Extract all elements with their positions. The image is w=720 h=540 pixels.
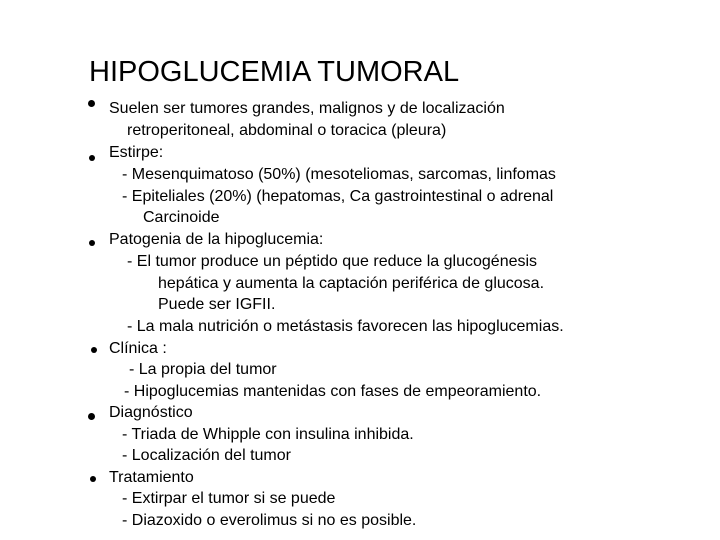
- bullet-text-tratamiento: Tratamiento: [109, 469, 194, 486]
- sub-line: - Hipoglucemias mantenidas con fases de empeoramiento.: [124, 383, 542, 400]
- sub-line: Carcinoide: [143, 209, 220, 226]
- bullet-icon: [88, 413, 95, 420]
- sub-line: - Epiteliales (20%) (hepatomas, Ca gastrointestinal o adrenal: [122, 188, 554, 205]
- bullet-icon: [88, 100, 95, 107]
- bullet-text-patogenia: Patogenia de la hipoglucemia:: [109, 231, 324, 248]
- sub-line: - La propia del tumor: [129, 361, 277, 378]
- bullet-icon: [89, 155, 95, 161]
- bullet-text-localizacion: Suelen ser tumores grandes, malignos y de localización: [109, 100, 505, 117]
- sub-line: retroperitoneal, abdominal o toracica (pleura): [127, 122, 447, 139]
- sub-line: - Triada de Whipple con insulina inhibida.: [122, 426, 414, 443]
- sub-line: - Extirpar el tumor si se puede: [122, 490, 336, 507]
- bullet-text-clinica: Clínica :: [109, 340, 167, 357]
- sub-line: - La mala nutrición o metástasis favorecen las hipoglucemias.: [127, 318, 564, 335]
- bullet-icon: [89, 240, 95, 246]
- sub-line: Puede ser IGFII.: [158, 296, 276, 313]
- bullet-text-diagnostico: Diagnóstico: [109, 404, 193, 421]
- sub-line: - Localización del tumor: [122, 447, 291, 464]
- sub-line: - Mesenquimatoso (50%) (mesoteliomas, sarcomas, linfomas: [122, 166, 556, 183]
- bullet-icon: [91, 347, 97, 353]
- slide-title: HIPOGLUCEMIA TUMORAL: [89, 56, 460, 88]
- sub-line: - El tumor produce un péptido que reduce la glucogénesis: [127, 253, 538, 270]
- bullet-icon: [90, 476, 96, 482]
- sub-line: hepática y aumenta la captación periférica de glucosa.: [158, 275, 545, 292]
- sub-line: - Diazoxido o everolimus si no es posible.: [122, 512, 417, 529]
- bullet-text-estirpe: Estirpe:: [109, 144, 164, 161]
